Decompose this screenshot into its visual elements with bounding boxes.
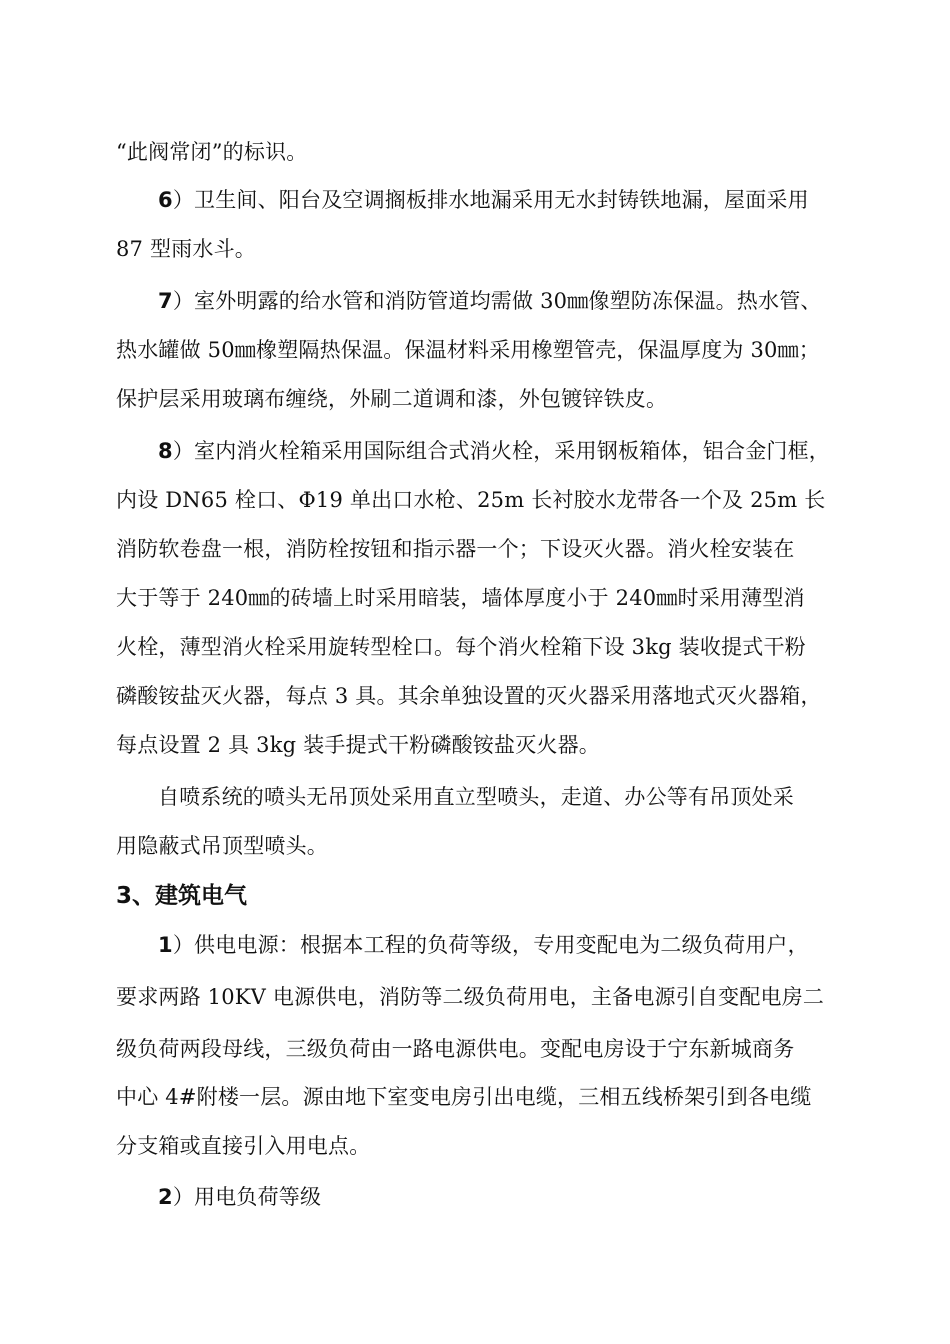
elec1-line-1 (158, 930, 858, 960)
item8-line-4: 大于等于 240㎜的砖墙上时采用暗装，墙体厚度小于 240㎜时采用薄型消 (116, 586, 805, 610)
item6-text-1: ）卫生间、阳台及空调搁板排水地漏采用无水封铸铁地漏，屋面采用 (172, 188, 809, 212)
item7-text-1: ）室外明露的给水管和消防管道均需做 30㎜像塑防冻保温。热水管、 (172, 289, 822, 313)
elec1-line-3: 级负荷两段母线，三级负荷由一路电源供电。变配电房设于宁东新城商务 (116, 1037, 795, 1061)
sprinkler-line-1: 自喷系统的喷头无吊顶处采用直立型喷头，走道、办公等有吊顶处采 (158, 785, 794, 809)
elec1-line-4: 中心 4#附楼一层。源由地下室变电房引出电缆，三相五线桥架引到各电缆 (116, 1085, 812, 1109)
elec1-line-5: 分支箱或直接引入用电点。 (116, 1134, 371, 1158)
item8-number: 8 (158, 439, 173, 463)
item8-line-7: 每点设置 2 具 3kg 装手提式干粉磷酸铵盐灭火器。 (116, 733, 600, 757)
item6-line-2: 87 型雨水斗。 (116, 237, 256, 261)
item7-line-3: 保护层采用玻璃布缠绕，外刷二道调和漆，外包镀锌铁皮。 (116, 387, 668, 411)
item8-line-3: 消防软卷盘一根，消防栓按钮和指示器一个；下设灭火器。消火栓安装在 (116, 537, 795, 561)
item6-number: 6 (158, 188, 173, 212)
item6-line-1 (158, 185, 858, 215)
elec2-number: 2 (158, 1185, 173, 1209)
item8-text-1: ）室内消火栓箱采用国际组合式消火栓，采用钢板箱体，铝合金门框， (172, 439, 831, 463)
section-heading: 3、建筑电气 (116, 883, 248, 909)
item7-line-2: 热水罐做 50㎜橡塑隔热保温。保温材料采用橡塑管壳，保温厚度为 30㎜； (116, 338, 820, 362)
elec2-line-1 (158, 1182, 858, 1212)
elec1-line-2: 要求两路 10KV 电源供电，消防等二级负荷用电，主备电源引自变配电房二 (116, 985, 825, 1009)
elec1-number: 1 (158, 933, 173, 957)
elec2-text-1: ）用电负荷等级 (172, 1185, 322, 1209)
item8-line-1 (158, 436, 858, 466)
intro-line: “此阀常闭”的标识。 (116, 140, 308, 164)
item8-line-5: 火栓，薄型消火栓采用旋转型栓口。每个消火栓箱下设 3kg 装收提式干粉 (116, 635, 806, 659)
item7-number: 7 (158, 289, 173, 313)
elec1-text-1: ）供电电源：根据本工程的负荷等级，专用变配电为二级负荷用户， (172, 933, 809, 957)
sprinkler-line-2: 用隐蔽式吊顶型喷头。 (116, 834, 328, 858)
item7-line-1 (158, 286, 858, 316)
item8-line-2: 内设 DN65 栓口、Φ19 单出口水枪、25m 长衬胶水龙带各一个及 25m 长 (116, 488, 826, 512)
item8-line-6: 磷酸铵盐灭火器，每点 3 具。其余单独设置的灭火器采用落地式灭火器箱， (116, 684, 822, 708)
